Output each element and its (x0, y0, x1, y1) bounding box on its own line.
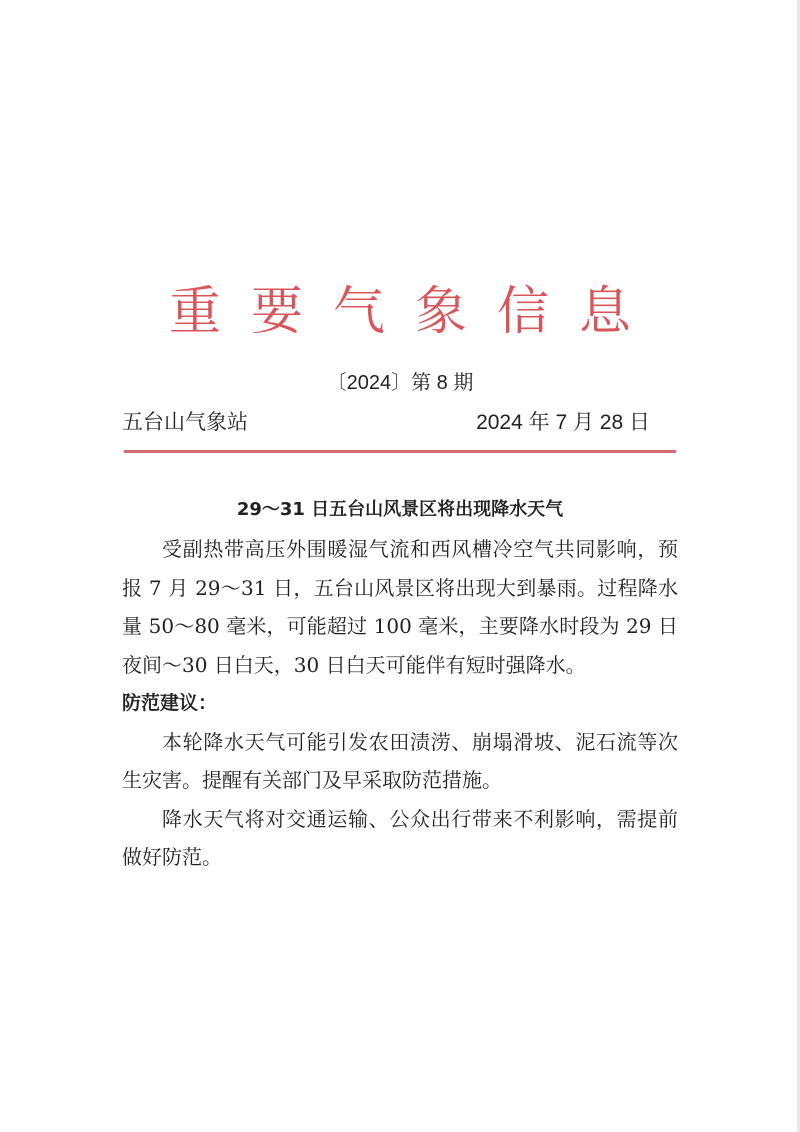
document-title: 重要气象信息 (168, 282, 661, 342)
red-divider (124, 450, 676, 453)
forecast-paragraph: 受副热带高压外围暖湿气流和西风槽冷空气共同影响，预报 7 月 29～31 日，五台山风景区将出现大到暴雨。过程降水量 50～80 毫米，可能超过 100 毫米，主要降水时段为 29 日夜间～30 日白天，30 日白天可能伴有短时强降水。 (122, 537, 678, 677)
advice-heading: 防范建议： (122, 692, 218, 714)
advice-paragraph: 本轮降水天气可能引发农田渍涝、崩塌滑坡、泥石流等次生灾害。提醒有关部门及早采取防范措施。 (122, 729, 678, 792)
advice-paragraph: 降水天气将对交通运输、公众出行带来不利影响，需提前做好防范。 (122, 806, 678, 869)
headline: 29～31 日五台山风景区将出现降水天气 (236, 499, 564, 520)
issue-number: 〔2024〕第 8 期 (326, 372, 474, 394)
document-body (122, 530, 678, 877)
meta-row (122, 406, 650, 436)
issue-date: 2024 年 7 月 28 日 (476, 411, 650, 434)
issuer: 五台山气象站 (122, 411, 248, 434)
